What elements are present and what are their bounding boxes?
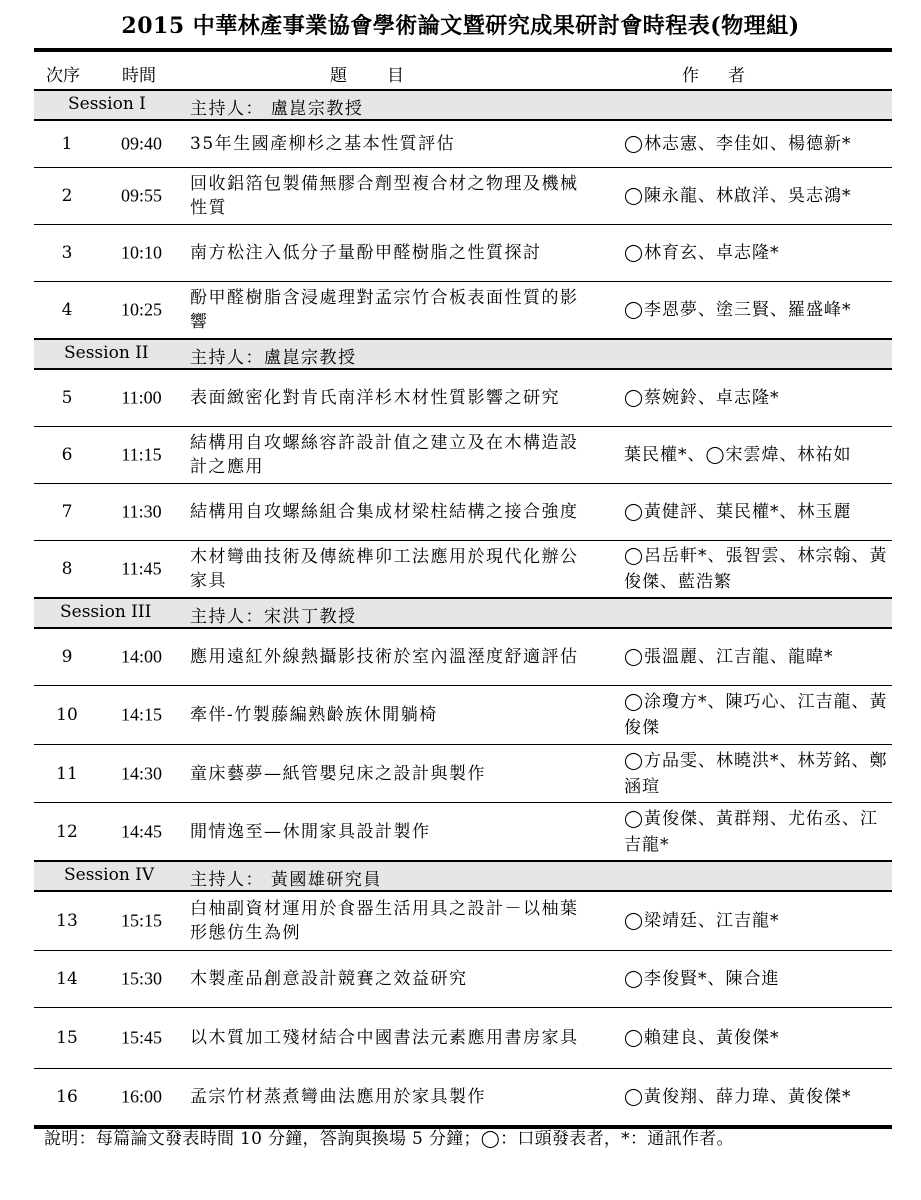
session-label: Session II <box>64 343 149 363</box>
paper-time: 15:45 <box>120 1027 162 1048</box>
paper-title: 回收鋁箔包製備無膠合劑型複合材之物理及機械性質 <box>190 174 579 218</box>
paper-number: 15 <box>56 1028 78 1048</box>
paper-number: 7 <box>61 502 73 522</box>
session-label: Session III <box>60 602 152 622</box>
paper-time: 10:10 <box>120 242 162 263</box>
paper-number: 10 <box>56 705 78 725</box>
session-host: 主持人： 盧崑宗教授 <box>190 99 364 119</box>
session-header <box>34 862 892 890</box>
paper-title: 牽伴-竹製藤編熟齡族休閒躺椅 <box>190 705 438 725</box>
header-topic: 題 目 <box>330 66 406 86</box>
paper-number: 4 <box>61 300 73 320</box>
table-row <box>34 484 892 540</box>
paper-time: 11:15 <box>121 444 162 465</box>
paper-title: 木材彎曲技術及傳統榫卯工法應用於現代化辦公家具 <box>190 547 579 591</box>
paper-title: 童床藝夢—紙管嬰兒床之設計與製作 <box>190 763 486 784</box>
table-row <box>34 951 892 1007</box>
paper-time: 11:30 <box>121 501 162 522</box>
paper-authors: ◯李俊賢*、陳合進 <box>624 969 780 989</box>
paper-title: 以木質加工殘材結合中國書法元素應用書房家具 <box>190 1028 579 1048</box>
schedule-table <box>34 48 892 1129</box>
paper-number: 1 <box>61 134 73 154</box>
paper-number: 11 <box>56 763 78 784</box>
page-title: 2015 中華林產事業協會學術論文暨研究成果研討會時程表(物理組) <box>121 13 800 39</box>
session-header <box>34 91 892 119</box>
paper-time: 14:45 <box>120 821 162 841</box>
paper-number: 3 <box>61 243 73 263</box>
paper-authors: ◯林志憲、李佳如、楊德新* <box>624 134 852 154</box>
paper-authors: ◯黃俊傑、黃群翔、尤佑丞、江吉龍* <box>624 808 879 855</box>
paper-time: 15:30 <box>120 968 162 989</box>
table-row <box>34 892 892 950</box>
paper-time: 09:40 <box>120 133 162 154</box>
paper-authors: ◯李恩夢、塗三賢、羅盛峰* <box>624 300 852 320</box>
paper-time: 14:30 <box>120 763 162 783</box>
paper-number: 6 <box>61 445 73 465</box>
table-row <box>34 541 892 597</box>
table-header <box>34 52 892 89</box>
session-host: 主持人： 黃國雄研究員 <box>190 870 382 890</box>
session-header <box>34 340 892 368</box>
table-row <box>34 282 892 338</box>
paper-authors: ◯賴建良、黃俊傑* <box>624 1028 780 1048</box>
paper-number: 12 <box>56 821 78 842</box>
session-label: Session IV <box>64 865 155 885</box>
paper-authors: 葉民權*、◯宋雲煒、林祐如 <box>624 445 852 465</box>
paper-time: 14:00 <box>120 646 162 667</box>
paper-title: 結構用自攻螺絲容許設計值之建立及在木構造設計之應用 <box>190 433 579 477</box>
paper-time: 14:15 <box>120 704 162 725</box>
paper-title: 應用遠紅外線熱攝影技術於室內溫溼度舒適評估 <box>190 647 579 667</box>
paper-number: 2 <box>61 186 73 206</box>
paper-number: 9 <box>61 647 73 667</box>
paper-time: 09:55 <box>120 185 162 206</box>
session-label: Session I <box>68 94 146 114</box>
paper-authors: ◯黃俊翔、薛力瑋、黃俊傑* <box>624 1087 852 1107</box>
paper-time: 10:25 <box>120 299 162 320</box>
paper-authors: ◯方品雯、林曉洪*、林芳銘、鄭涵瑄 <box>624 750 888 797</box>
paper-authors: ◯呂岳軒*、張智雲、林宗翰、黃俊傑、藍浩繁 <box>624 546 888 592</box>
table-row <box>34 370 892 426</box>
paper-authors: ◯梁靖廷、江吉龍* <box>624 911 780 931</box>
paper-title: 閒情逸至—休閒家具設計製作 <box>190 821 431 842</box>
paper-title: 結構用自攻螺絲組合集成材梁柱結構之接合強度 <box>190 502 579 522</box>
paper-authors: ◯蔡婉鈴、卓志隆* <box>624 388 780 408</box>
paper-title: 木製產品創意設計競賽之效益研究 <box>190 969 468 989</box>
paper-title: 孟宗竹材蒸煮彎曲法應用於家具製作 <box>190 1087 486 1107</box>
table-row <box>34 803 892 860</box>
header-no: 次序 <box>46 66 80 86</box>
paper-authors: ◯林育玄、卓志隆* <box>624 243 780 263</box>
session-header <box>34 599 892 627</box>
paper-authors: ◯陳永龍、林啟洋、吳志鴻* <box>624 186 852 206</box>
paper-time: 11:45 <box>121 558 162 579</box>
table-row <box>34 686 892 744</box>
header-author: 作 者 <box>682 66 751 86</box>
header-time: 時間 <box>122 66 156 86</box>
table-row <box>34 121 892 167</box>
paper-number: 8 <box>61 559 73 579</box>
paper-time: 11:00 <box>121 387 162 408</box>
paper-number: 5 <box>61 388 73 408</box>
table-row <box>34 427 892 483</box>
footnote: 說明：每篇論文發表時間 10 分鐘，答詢與換場 5 分鐘；◯：口頭發表者，*：通訊作者。 <box>44 1129 734 1149</box>
table-row <box>34 1008 892 1068</box>
paper-authors: ◯涂瓊方*、陳巧心、江吉龍、黃俊傑 <box>624 692 888 738</box>
paper-title: 南方松注入低分子量酚甲醛樹脂之性質探討 <box>190 243 542 263</box>
table-row <box>34 629 892 685</box>
session-host: 主持人：宋洪丁教授 <box>190 607 357 627</box>
table-row <box>34 745 892 802</box>
paper-title: 白柚副資材運用於食器生活用具之設計－以柚葉形態仿生為例 <box>190 899 579 943</box>
paper-title: 35年生國產柳杉之基本性質評估 <box>190 134 456 154</box>
session-host: 主持人：盧崑宗教授 <box>190 348 357 368</box>
table-row <box>34 225 892 281</box>
paper-time: 15:15 <box>120 910 162 931</box>
paper-authors: ◯黃健評、葉民權*、林玉麗 <box>624 502 852 522</box>
paper-time: 16:00 <box>120 1086 162 1107</box>
paper-number: 16 <box>56 1087 78 1107</box>
table-row <box>34 1069 892 1125</box>
paper-authors: ◯張溫麗、江吉龍、龍暐* <box>624 647 834 667</box>
paper-number: 14 <box>56 969 78 989</box>
table-row <box>34 168 892 224</box>
paper-title: 酚甲醛樹脂含浸處理對孟宗竹合板表面性質的影響 <box>190 288 579 332</box>
paper-title: 表面緻密化對肯氏南洋杉木材性質影響之研究 <box>190 388 560 408</box>
paper-number: 13 <box>56 911 78 931</box>
